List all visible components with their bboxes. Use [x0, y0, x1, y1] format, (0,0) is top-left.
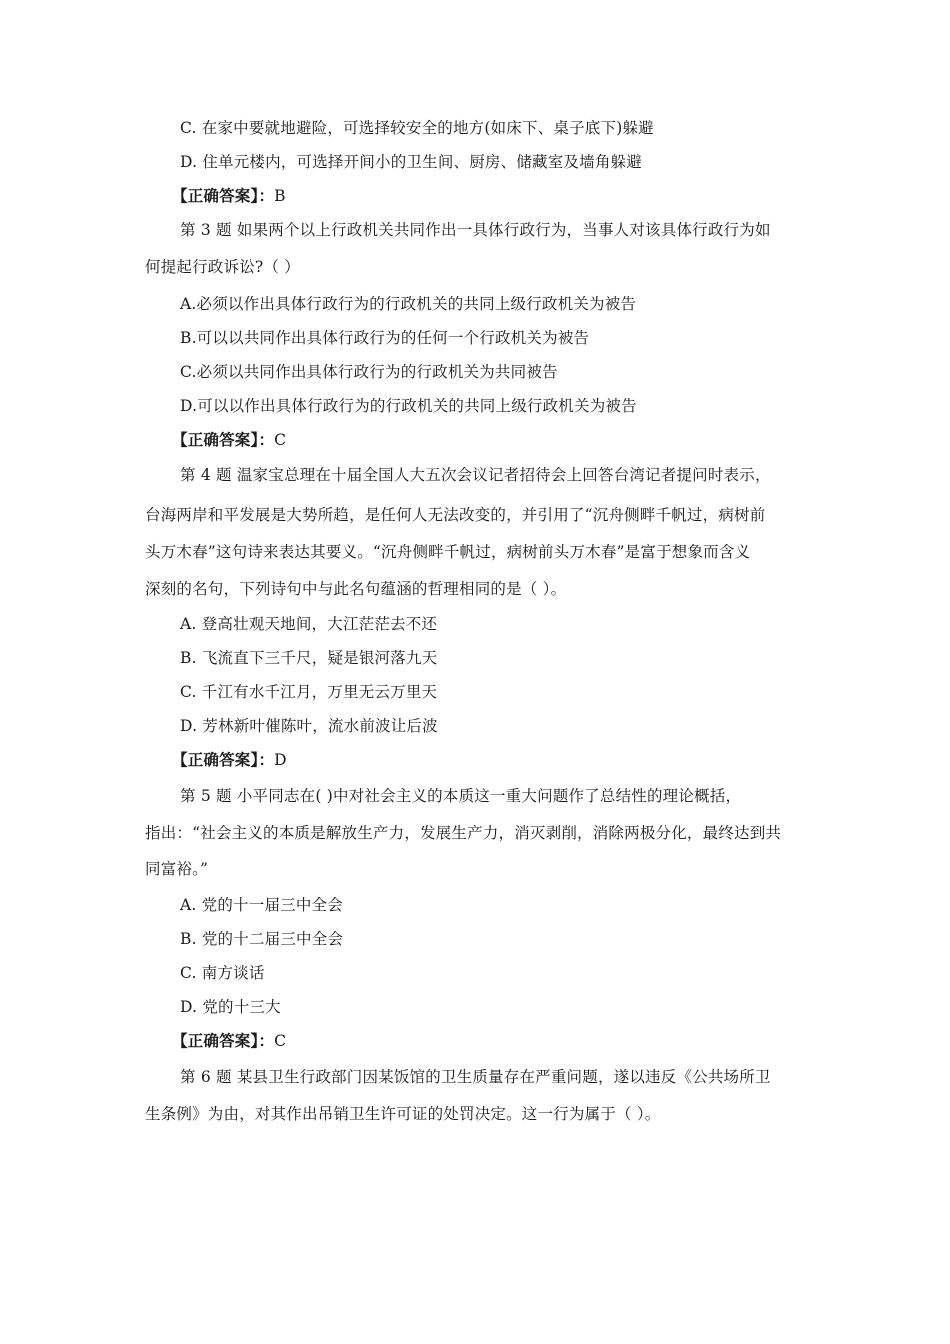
q5-option-d: D. 党的十三大 [180, 998, 281, 1016]
q5-stem-line-2: 指出：“社会主义的本质是解放生产力，发展生产力，消灭剥削，消除两极分化，最终达到共 [145, 824, 782, 842]
q6-stem-line-2: 生条例》为由，对其作出吊销卫生许可证的处罚决定。这一行为属于（ ）。 [145, 1105, 661, 1123]
q4-answer [172, 750, 287, 770]
q4-stem-line-2: 台海两岸和平发展是大势所趋，是任何人无法改变的，并引用了“沉舟侧畔千帆过，病树前 [145, 506, 766, 524]
answer-value: C [274, 1032, 287, 1050]
q5-stem-line-3: 同富裕。” [145, 860, 209, 878]
q3-answer [172, 430, 286, 450]
q3-option-d: D.可以以作出具体行政行为的行政机关的共同上级行政机关为被告 [180, 397, 637, 415]
q4-option-a: A. 登高壮观天地间，大江茫茫去不还 [180, 615, 438, 633]
q2-option-d: D. 住单元楼内，可选择开间小的卫生间、厨房、储藏室及墙角躲避 [180, 153, 642, 171]
answer-label: 【正确答案】： [172, 1031, 275, 1050]
q4-option-b: B. 飞流直下三千尺，疑是银河落九天 [180, 649, 438, 667]
answer-label: 【正确答案】： [172, 750, 275, 769]
q4-stem-line-3: 头万木春”这句诗来表达其要义。“沉舟侧畔千帆过，病树前头万木春”是富于想象而含义 [145, 543, 751, 561]
q5-stem-line-1: 第 5 题 小平同志在( )中对社会主义的本质这一重大问题作了总结性的理论概括， [180, 787, 742, 805]
q5-option-b: B. 党的十二届三中全会 [180, 930, 344, 948]
q5-option-c: C. 南方谈话 [180, 964, 265, 982]
answer-label: 【正确答案】： [172, 430, 275, 449]
answer-value: D [274, 751, 287, 769]
q3-option-a: A.必须以作出具体行政行为的行政机关的共同上级行政机关为被告 [180, 295, 637, 313]
q4-stem-line-4: 深刻的名句，下列诗句中与此名句蕴涵的哲理相同的是（ ）。 [145, 580, 567, 598]
q2-option-c: C. 在家中要就地避险，可选择较安全的地方(如床下、桌子底下)躲避 [180, 119, 654, 137]
q4-stem-line-1: 第 4 题 温家宝总理在十届全国人大五次会议记者招待会上回答台湾记者提问时表示， [180, 466, 771, 484]
q3-stem-line-2: 何提起行政诉讼?（ ） [145, 258, 300, 276]
q6-stem-line-1: 第 6 题 某县卫生行政部门因某饭馆的卫生质量存在严重问题，遂以违反《公共场所卫 [180, 1068, 771, 1086]
answer-value: B [274, 187, 286, 205]
q3-stem-line-1: 第 3 题 如果两个以上行政机关共同作出一具体行政行为，当事人对该具体行政行为如 [180, 221, 771, 239]
q3-option-b: B.可以以共同作出具体行政行为的任何一个行政机关为被告 [180, 329, 590, 347]
answer-label: 【正确答案】： [172, 186, 275, 205]
q2-answer [172, 186, 286, 206]
q4-option-c: C. 千江有水千江月，万里无云万里天 [180, 683, 438, 701]
answer-value: C [274, 431, 287, 449]
q4-option-d: D. 芳林新叶催陈叶，流水前波让后波 [180, 717, 438, 735]
q5-option-a: A. 党的十一届三中全会 [180, 896, 343, 914]
q5-answer [172, 1031, 286, 1051]
q3-option-c: C.必须以共同作出具体行政行为的行政机关为共同被告 [180, 363, 558, 381]
